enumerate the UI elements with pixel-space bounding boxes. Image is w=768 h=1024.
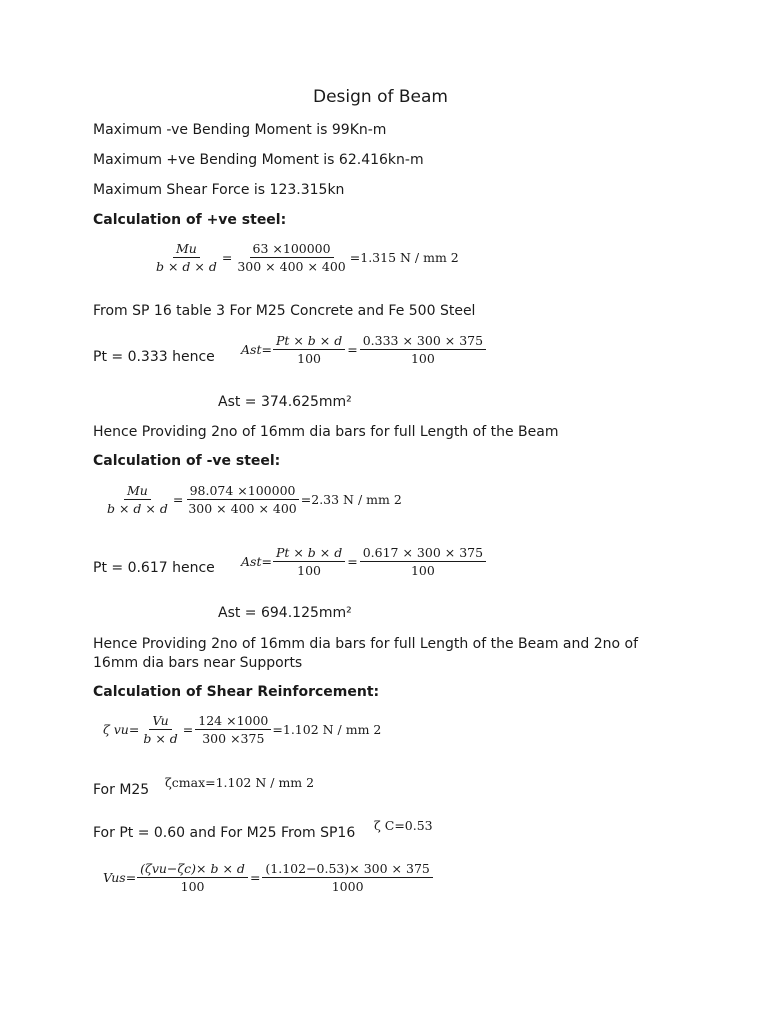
pos-pt-line: Pt = 0.333 hence — [93, 349, 215, 365]
lhs: ζ vu= — [103, 722, 140, 737]
fraction — [360, 545, 486, 578]
denominator: 100 — [410, 563, 435, 578]
result: =1.102 N / mm 2 — [272, 722, 382, 737]
pos-steel-equation-1: $\frac{Mu}{b \times d \times d}$ = $\frac{63 \times 100000}{300 \times 400 \times 400}$ =1.315 N / mm 2 — [152, 241, 459, 274]
numerator: Mu — [124, 483, 151, 500]
fraction — [273, 333, 345, 366]
numerator: (ζvu−ζc)× b × d — [137, 861, 248, 878]
fraction — [137, 861, 248, 894]
neg-steel-equation-2: Ast= $\frac{Pt \times b \times d}{100}$ = $\frac{0.617 \times 300 \times 375}{100}$ — [241, 545, 487, 578]
fraction — [360, 333, 486, 366]
numerator: Vu — [149, 713, 171, 730]
neg-providing-line-1: Hence Providing 2no of 16mm dia bars for full Length of the Beam and 2no of — [93, 636, 639, 652]
denominator: 1000 — [331, 879, 364, 894]
fraction — [185, 483, 299, 516]
denominator: 300 ×375 — [202, 731, 265, 746]
result: =1.315 N / mm 2 — [349, 250, 459, 265]
lhs: Ast= — [241, 554, 272, 569]
fraction — [195, 713, 271, 746]
denominator: 100 — [297, 563, 322, 578]
tau-c: ζ C=0.53 — [374, 818, 433, 833]
pos-moment-line: Maximum +ve Bending Moment is 62.416kn-m — [93, 152, 424, 168]
denominator: 100 — [180, 879, 205, 894]
numerator: 98.074 ×100000 — [187, 483, 299, 500]
fraction — [273, 545, 345, 578]
pos-providing-line: Hence Providing 2no of 16mm dia bars for full Length of the Beam — [93, 424, 559, 440]
lhs: Vus= — [103, 870, 137, 885]
numerator: 0.333 × 300 × 375 — [360, 333, 486, 350]
numerator: Pt × b × d — [273, 333, 345, 350]
shear-force-line: Maximum Shear Force is 123.315kn — [93, 182, 345, 198]
shear-heading: Calculation of Shear Reinforcement: — [93, 684, 380, 700]
numerator: 63 ×100000 — [250, 241, 334, 258]
neg-steel-heading: Calculation of -ve steel: — [93, 453, 281, 469]
numerator: Mu — [173, 241, 200, 258]
denominator: b × d × d — [156, 259, 217, 274]
pos-steel-equation-2: Ast= $\frac{Pt \times b \times d}{100}$ = $\frac{0.333 \times 300 \times 375}{100}$ — [241, 333, 487, 366]
pos-ast-result: Ast = 374.625mm² — [218, 394, 352, 410]
numerator: Pt × b × d — [273, 545, 345, 562]
fraction — [140, 713, 180, 746]
lhs: Ast= — [241, 342, 272, 357]
neg-pt-line: Pt = 0.617 hence — [93, 560, 215, 576]
result: =2.33 N / mm 2 — [300, 492, 402, 507]
denominator: 100 — [410, 351, 435, 366]
sp16-reference: From SP 16 table 3 For M25 Concrete and Fe 500 Steel — [93, 303, 476, 319]
fraction — [104, 483, 171, 516]
denominator: b × d — [143, 731, 178, 746]
neg-providing-line-2: 16mm dia bars near Supports — [93, 655, 303, 671]
numerator: (1.102−0.53)× 300 × 375 — [262, 861, 432, 878]
for-pt-line: For Pt = 0.60 and For M25 From SP16 — [93, 825, 356, 841]
fraction — [153, 241, 220, 274]
denominator: b × d × d — [107, 501, 168, 516]
neg-steel-equation-1: $\frac{Mu}{b \times d \times d}$ = $\frac{98.074 \times 100000}{300 \times 400 \times 400}$ =2.33 N / mm 2 — [103, 483, 402, 516]
numerator: 0.617 × 300 × 375 — [360, 545, 486, 562]
denominator: 300 × 400 × 400 — [237, 259, 346, 274]
fraction — [234, 241, 348, 274]
pos-steel-heading: Calculation of +ve steel: — [93, 212, 287, 228]
tau-cmax: ζcmax=1.102 N / mm 2 — [165, 775, 315, 790]
page-title: Design of Beam — [313, 87, 448, 107]
shear-equation-1: ζ vu= $\frac{Vu}{b \times d}$ = $\frac{124 \times 1000}{300 \times 375}$ =1.102 N / mm 2 — [103, 713, 382, 746]
shear-equation-2: Vus= $\frac{\text{(ζvu−ζc)× b × d}}{100}$ = $\frac{(1.102-0.53)\times 300 \times 375}{1000}$ — [103, 861, 434, 894]
neg-moment-line: Maximum -ve Bending Moment is 99Kn-m — [93, 122, 387, 138]
denominator: 300 × 400 × 400 — [188, 501, 297, 516]
denominator: 100 — [297, 351, 322, 366]
for-m25-label: For M25 — [93, 782, 150, 798]
numerator: 124 ×1000 — [195, 713, 271, 730]
neg-ast-result: Ast = 694.125mm² — [218, 605, 352, 621]
fraction — [262, 861, 432, 894]
